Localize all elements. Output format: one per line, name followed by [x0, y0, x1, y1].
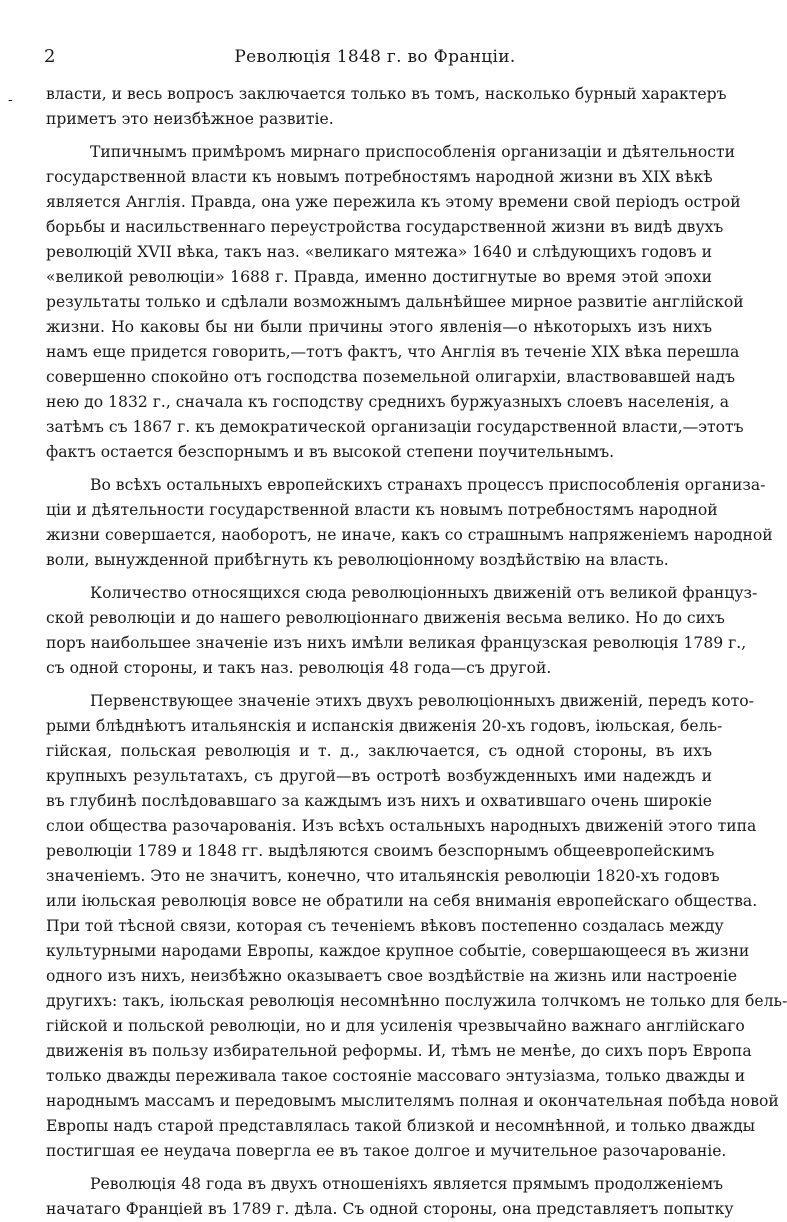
text-line: намъ еще придется говорить,—тотъ фактъ, что Англія въ теченіе XIX вѣка перешла — [46, 343, 740, 361]
text-line: государственной власти къ новымъ потребностямъ народной жизни въ XIX вѣкѣ — [46, 168, 713, 186]
text-line: является Англія. Правда, она уже пережила къ этому времени свой періодъ острой — [46, 193, 741, 211]
text-line: крупныхъ результатахъ, съ другой—въ остротѣ возбужденныхъ ими надеждъ и — [46, 767, 712, 785]
text-line: въ глубинѣ послѣдовавшаго за каждымъ изъ нихъ и охватившаго очень широкіе — [46, 792, 712, 810]
paragraph-gap — [46, 681, 712, 689]
text-line: Количество относящихся сюда революціонныхъ движеній отъ великой француз- — [90, 584, 758, 602]
paragraph — [46, 473, 773, 573]
text-line: жизни совершается, наоборотъ, не иначе, какъ со страшнымъ напряженіемъ народной — [46, 526, 773, 544]
paragraph-gap — [46, 132, 712, 140]
text-line: совершенно спокойно отъ господства поземельной олигархіи, властвовавшей надъ — [46, 368, 735, 386]
text-line: другихъ: такъ, іюльская революція несомнѣнно послужила толчкомъ не только для бель- — [46, 992, 787, 1010]
text-line: съ одной стороны, и такъ наз. революція 48 года—съ другой. — [46, 659, 552, 677]
text-line: рыми блѣднѣютъ итальянскія и испанскія движенія 20-хъ годовъ, іюльская, бель- — [46, 717, 723, 735]
paragraph-gap — [46, 573, 712, 581]
text-line: революціи 1789 и 1848 гг. выдѣляются своимъ безспорнымъ общеевропейскимъ — [46, 842, 715, 860]
text-line: приметъ это неизбѣжное развитіе. — [46, 110, 334, 128]
text-line: гійская, польская революція и т. д., заключается, съ одной стороны, въ ихъ — [46, 742, 712, 760]
text-line: Европы надъ старой представлялась такой близкой и несомнѣнной, и только дважды — [46, 1117, 756, 1135]
text-line: или іюльская революція вовсе не обратили на себя вниманія европейскаго общества. — [46, 892, 758, 910]
paragraph — [46, 82, 727, 132]
text-line: фактъ остается безспорнымъ и въ высокой степени поучительнымъ. — [46, 443, 615, 461]
text-line: воли, вынужденной прибѣгнуть къ революціонному воздѣйствію на власть. — [46, 551, 669, 569]
text-line: только дважды переживала такое состояніе массоваго энтузіазма, только дважды и — [46, 1067, 746, 1085]
text-line: жизни. Но каковы бы ни были причины этого явленія—о нѣкоторыхъ изъ нихъ — [46, 318, 712, 336]
text-line: «великой революціи» 1688 г. Правда, именно достигнутые во время этой эпохи — [46, 268, 712, 286]
page-number: 2 — [44, 46, 56, 67]
body-text — [46, 82, 787, 1222]
text-line: народнымъ массамъ и передовымъ мыслителямъ полная и окончательная побѣда новой — [46, 1092, 779, 1110]
text-line: постигшая ее неудача повергла ее въ такое долгое и мучительное разочарованіе. — [46, 1142, 727, 1160]
paragraph — [46, 581, 758, 681]
text-line: начатаго Франціей въ 1789 г. дѣла. Съ одной стороны, она представляетъ попытку — [46, 1200, 734, 1218]
text-line: Революція 48 года въ двухъ отношеніяхъ является прямымъ продолженіемъ — [90, 1175, 724, 1193]
text-line: ціи и дѣятельности государственной власти къ новымъ потребностямъ народной — [46, 501, 718, 519]
text-line: результаты только и сдѣлали возможнымъ дальнѣйшее мирное развитіе англійской — [46, 293, 744, 311]
text-line: борьбы и насильственнаго переустройства государственной жизни въ видѣ двухъ — [46, 218, 724, 236]
text-line: одного изъ нихъ, неизбѣжно оказываетъ свое воздѣйствіе на жизнь или настроеніе — [46, 967, 738, 985]
paragraph-gap — [46, 465, 712, 473]
text-line: слои общества разочарованія. Изъ всѣхъ остальныхъ народныхъ движеній этого типа — [46, 817, 757, 835]
text-line: затѣмъ съ 1867 г. къ демократической организаціи государственной власти,—этотъ — [46, 418, 744, 436]
margin-mark: - — [8, 92, 13, 108]
text-line: При той тѣсной связи, которая съ теченіемъ вѣковъ постепенно создалась между — [46, 917, 724, 935]
text-line: культурными народами Европы, каждое крупное событіе, совершающееся въ жизни — [46, 942, 750, 960]
paragraph — [46, 140, 744, 465]
paragraph — [46, 1172, 734, 1222]
text-line: нею до 1832 г., сначала къ господству среднихъ буржуазныхъ слоевъ населенія, а — [46, 393, 730, 411]
text-line: Первенствующее значеніе этихъ двухъ революціонныхъ движеній, передъ кото- — [90, 692, 754, 710]
running-title: Революція 1848 г. во Франціи. — [234, 47, 516, 67]
paragraph-gap — [46, 1164, 712, 1172]
text-line: революцій XVII вѣка, такъ наз. «великаго мятежа» 1640 и слѣдующихъ годовъ и — [46, 243, 712, 261]
text-line: движенія въ пользу избирательной реформы. И, тѣмъ не менѣе, до сихъ поръ Европа — [46, 1042, 752, 1060]
text-line: Во всѣхъ остальныхъ европейскихъ странахъ процессъ приспособленія организа- — [90, 476, 766, 494]
text-line: гійской и польской революціи, но и для усиленія чрезвычайно важнаго англійскаго — [46, 1017, 745, 1035]
text-line: ской революціи и до нашего революціоннаго движенія весьма велико. Но до сихъ — [46, 609, 725, 627]
text-line: Типичнымъ примѣромъ мирнаго приспособленія организаціи и дѣятельности — [90, 143, 735, 161]
text-line: поръ наибольшее значеніе изъ нихъ имѣли великая французская революція 1789 г., — [46, 634, 747, 652]
paragraph — [46, 689, 787, 1164]
text-line: власти, и весь вопросъ заключается только въ томъ, насколько бурный характеръ — [46, 85, 727, 103]
text-line: значеніемъ. Это не значитъ, конечно, что итальянскія революціи 1820-хъ годовъ — [46, 867, 720, 885]
